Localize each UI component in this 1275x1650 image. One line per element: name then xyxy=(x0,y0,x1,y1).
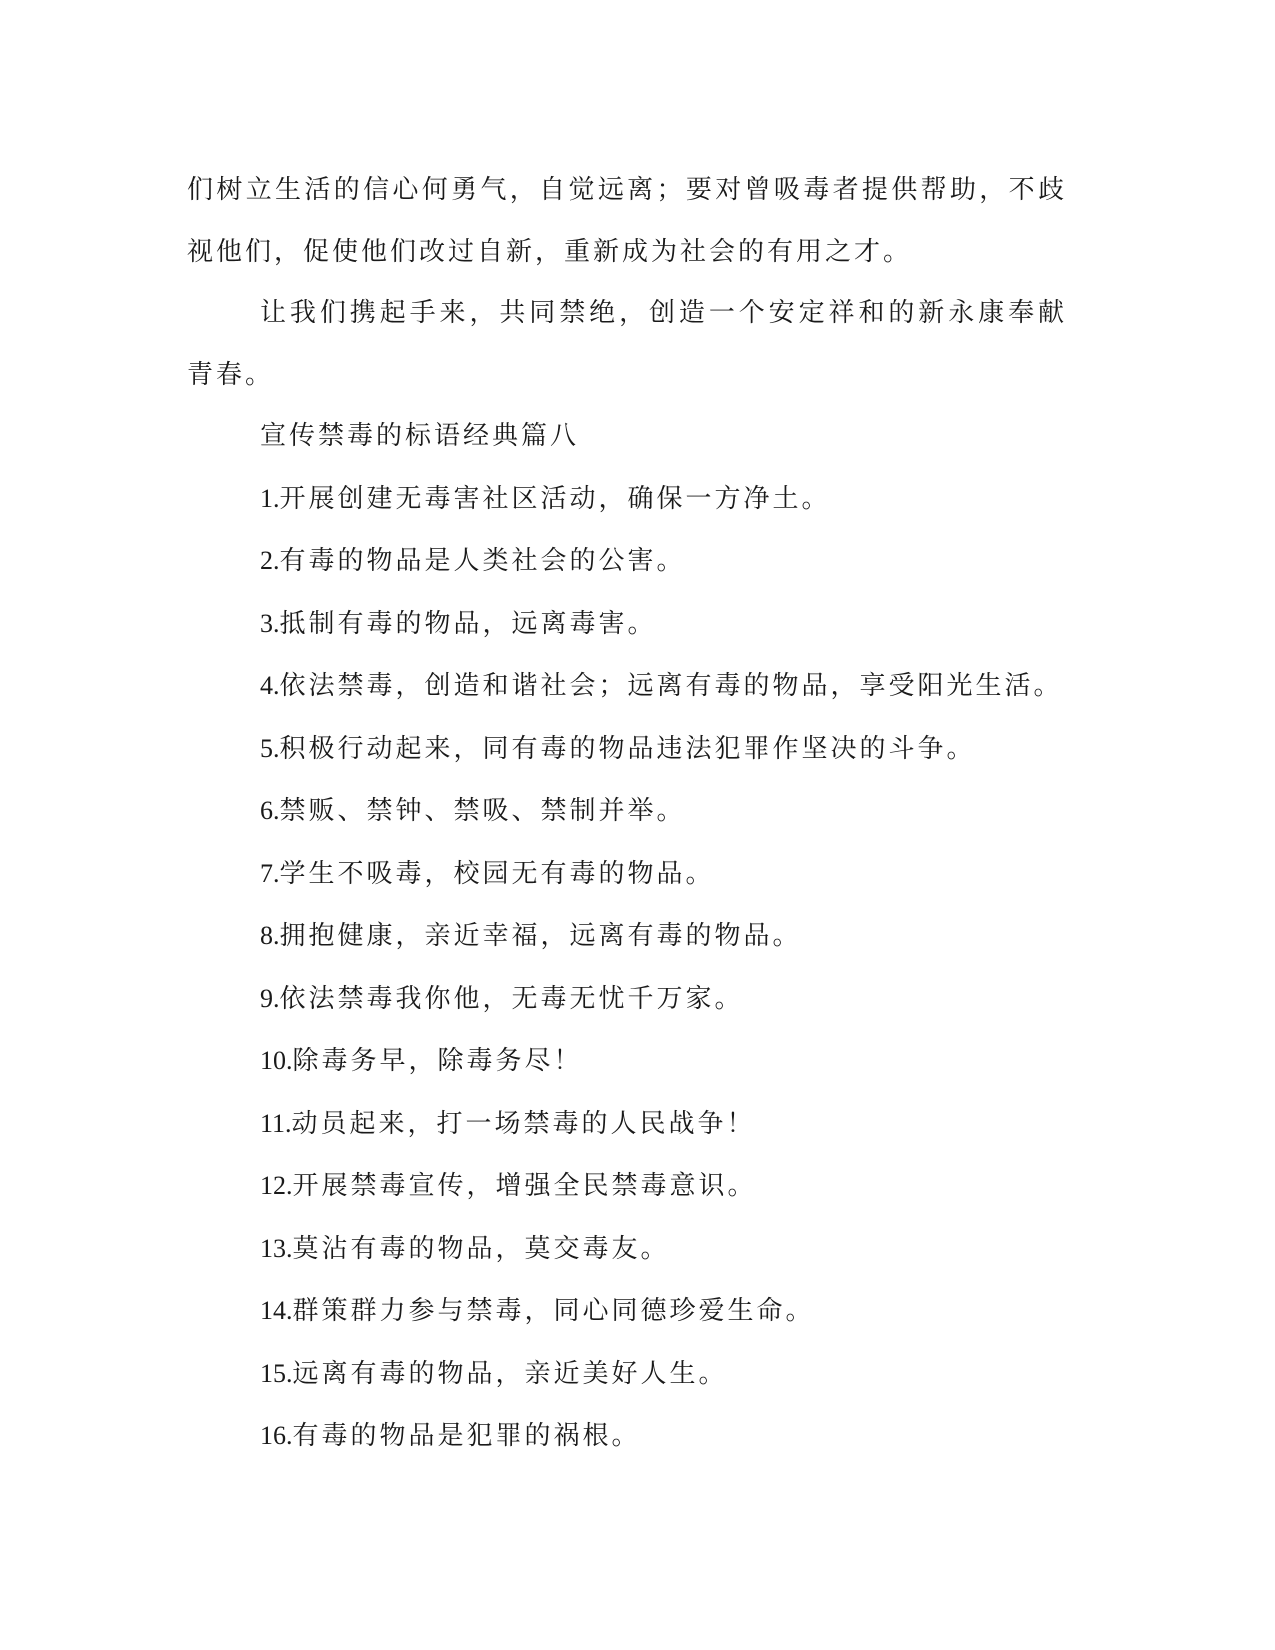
list-item xyxy=(187,905,1067,968)
slogan-number: 9. xyxy=(260,983,280,1013)
slogan-number: 3. xyxy=(260,608,280,638)
slogan-number: 11. xyxy=(260,1108,292,1138)
slogan-number: 12. xyxy=(260,1171,293,1200)
slogan-text: 有毒的物品是犯罪的祸根。 xyxy=(292,1421,641,1451)
list-item xyxy=(187,655,1067,718)
slogan-text: 群策群力参与禁毒，同心同德珍爱生命。 xyxy=(292,1296,815,1326)
list-item xyxy=(187,1280,1067,1343)
slogan-number: 10. xyxy=(260,1046,293,1075)
slogan-text: 有毒的物品是人类社会的公害。 xyxy=(279,546,686,576)
document-body xyxy=(187,160,1067,1468)
list-item xyxy=(187,1405,1067,1468)
section-title: 宣传禁毒的标语经典篇八 xyxy=(260,421,580,451)
paragraph-closing: 让我们携起手来，共同禁绝，创造一个安定祥和的新永康奉献青春。 xyxy=(187,298,1067,390)
list-item xyxy=(187,1155,1067,1218)
slogan-number: 7. xyxy=(260,858,280,888)
slogan-number: 2. xyxy=(260,546,280,575)
list-item xyxy=(187,1030,1067,1093)
slogan-number: 14. xyxy=(260,1296,293,1325)
slogan-number: 4. xyxy=(260,671,280,700)
list-item xyxy=(187,1218,1067,1281)
list-item xyxy=(187,1343,1067,1406)
slogan-number: 13. xyxy=(260,1233,293,1263)
slogan-text: 禁贩、禁钟、禁吸、禁制并举。 xyxy=(279,796,686,826)
paragraph-continuation: 们树立生活的信心何勇气，自觉远离；要对曾吸毒者提供帮助，不歧视他们，促使他们改过自新，重新成为社会的有用之才。 xyxy=(187,175,1067,267)
slogan-text: 莫沾有毒的物品，莫交毒友。 xyxy=(292,1233,670,1264)
slogan-number: 6. xyxy=(260,796,280,825)
slogan-text: 开展创建无毒害社区活动，确保一方净土。 xyxy=(279,483,831,514)
slogan-number: 15. xyxy=(260,1358,293,1388)
slogan-text: 除毒务早，除毒务尽！ xyxy=(292,1046,583,1076)
slogan-text: 拥抱健康，亲近幸福，远离有毒的物品。 xyxy=(279,921,802,951)
slogan-text: 积极行动起来，同有毒的物品违法犯罪作坚决的斗争。 xyxy=(279,733,976,764)
list-item xyxy=(187,468,1067,531)
list-item xyxy=(187,780,1067,843)
slogan-text: 依法禁毒我你他，无毒无忧千万家。 xyxy=(279,983,744,1014)
list-item xyxy=(187,968,1067,1031)
slogan-text: 动员起来，打一场禁毒的人民战争！ xyxy=(291,1108,756,1139)
list-item xyxy=(187,530,1067,593)
slogan-number: 8. xyxy=(260,921,280,950)
slogan-list xyxy=(187,468,1067,1468)
slogan-number: 5. xyxy=(260,733,280,763)
list-item xyxy=(187,843,1067,906)
slogan-number: 1. xyxy=(260,483,280,513)
slogan-text: 抵制有毒的物品，远离毒害。 xyxy=(279,608,657,639)
list-item xyxy=(187,718,1067,781)
slogan-text: 远离有毒的物品，亲近美好人生。 xyxy=(292,1358,728,1389)
list-item xyxy=(187,1093,1067,1156)
slogan-text: 学生不吸毒，校园无有毒的物品。 xyxy=(279,858,715,889)
slogan-text: 依法禁毒，创造和谐社会；远离有毒的物品，享受阳光生活。 xyxy=(279,671,1063,701)
slogan-number: 16. xyxy=(260,1421,293,1450)
list-item xyxy=(187,593,1067,656)
slogan-text: 开展禁毒宣传，增强全民禁毒意识。 xyxy=(292,1171,757,1201)
